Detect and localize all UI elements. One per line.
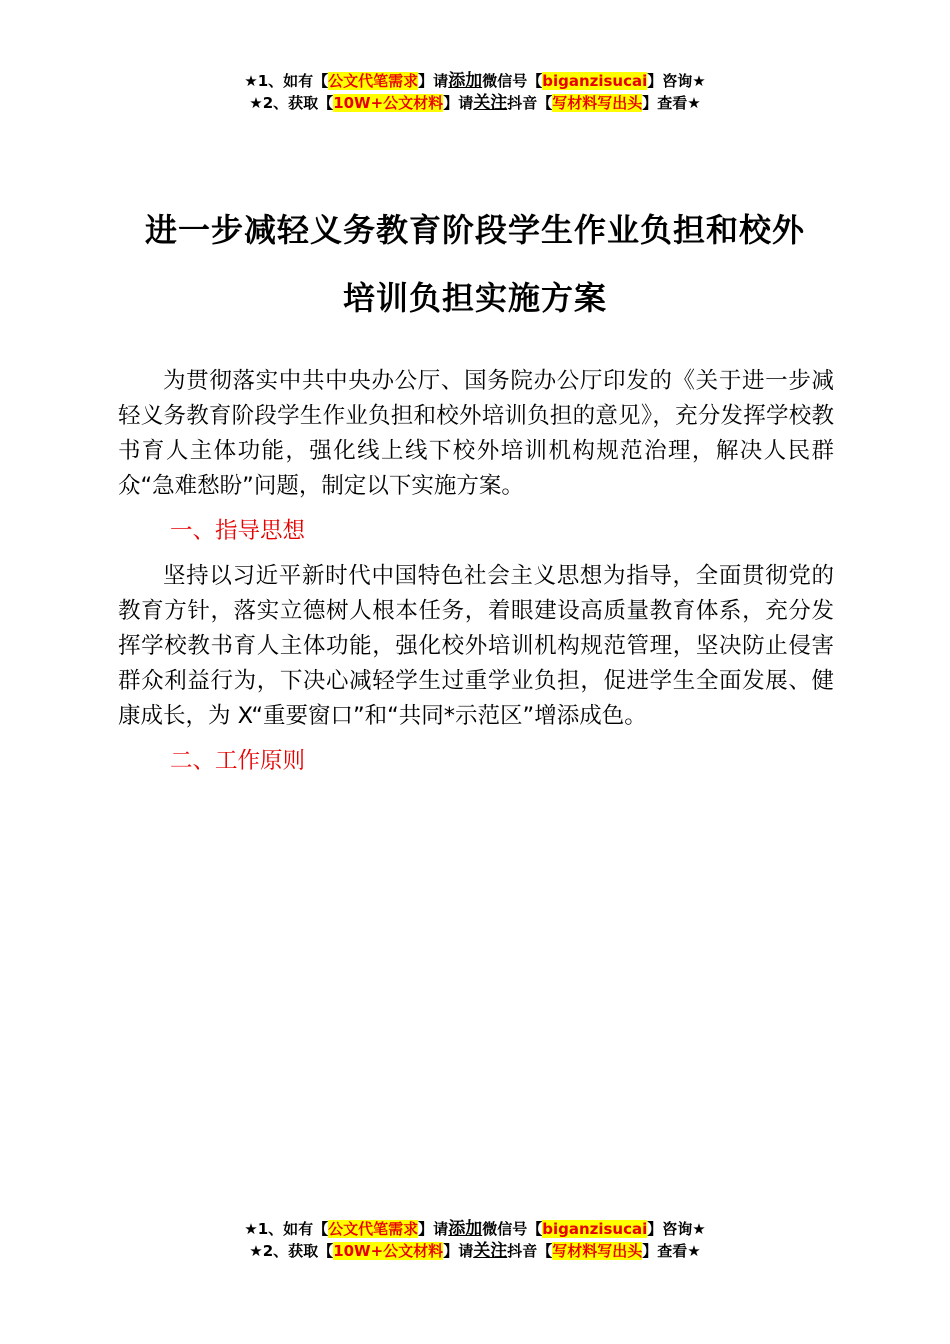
title-line-2: 培训负担实施方案 <box>342 279 607 317</box>
promo-line-2 <box>0 1240 950 1262</box>
promo-text: 抖音【 <box>507 94 553 112</box>
spacer <box>118 504 834 514</box>
promo-underline: 添加 <box>448 71 483 91</box>
promo-text: ★1、如有【 <box>244 1220 329 1238</box>
spacer <box>118 734 834 744</box>
promo-highlight: biganzisucai <box>542 1220 648 1238</box>
promo-underline: 关注 <box>473 1241 508 1261</box>
promo-highlight: 写材料写出头 <box>552 94 643 112</box>
promo-text: ★2、获取【 <box>249 1242 334 1260</box>
promo-underline: 关注 <box>473 93 508 113</box>
promo-text: 微信号【 <box>482 1220 543 1238</box>
section-1-paragraph: 坚持以习近平新时代中国特色社会主义思想为指导，全面贯彻党的教育方针，落实立德树人根本任务，着眼建设高质量教育体系，充分发挥学校教书育人主体功能，强化校外培训机构规范管理，坚决防止侵害群众利益行为，下决心减轻学生过重学业负担，促进学生全面发展、健康成长，为 X“重要窗口”和“共同*示范区”增添成色。 <box>118 563 834 729</box>
promo-line-1 <box>0 1218 950 1240</box>
promo-line-1 <box>0 70 950 92</box>
promo-text: 】查看★ <box>642 94 701 112</box>
promo-text: 微信号【 <box>482 72 543 90</box>
promo-text: 】请 <box>418 1220 449 1238</box>
promo-highlight: 10W+公文材料 <box>333 94 444 112</box>
promo-banner-top <box>0 70 950 114</box>
promo-underline: 添加 <box>448 1219 483 1239</box>
section-heading-2: 二、工作原则 <box>170 748 306 774</box>
document-title <box>110 196 840 332</box>
intro-paragraph: 为贯彻落实中共中央办公厅、国务院办公厅印发的《关于进一步减轻义务教育阶段学生作业负担和校外培训负担的意见》，充分发挥学校教书育人主体功能，强化线上线下校外培训机构规范治理，解决人民群众“急难愁盼”问题，制定以下实施方案。 <box>118 368 834 499</box>
promo-text: 】咨询★ <box>647 1220 706 1238</box>
promo-highlight: biganzisucai <box>542 72 648 90</box>
promo-highlight: 公文代笔需求 <box>328 72 419 90</box>
promo-text: 】请 <box>418 72 449 90</box>
promo-text: ★2、获取【 <box>249 94 334 112</box>
promo-text: ★1、如有【 <box>244 72 329 90</box>
document-body <box>118 364 834 779</box>
promo-text: 】请 <box>443 1242 474 1260</box>
promo-highlight: 公文代笔需求 <box>328 1220 419 1238</box>
spacer <box>118 549 834 559</box>
promo-banner-bottom <box>0 1218 950 1262</box>
promo-text: 】查看★ <box>642 1242 701 1260</box>
section-heading-1: 一、指导思想 <box>170 518 306 544</box>
promo-text: 】咨询★ <box>647 72 706 90</box>
promo-highlight: 写材料写出头 <box>552 1242 643 1260</box>
title-line-1: 进一步减轻义务教育阶段学生作业负担和校外 <box>144 211 805 249</box>
promo-text: 】请 <box>443 94 474 112</box>
promo-text: 抖音【 <box>507 1242 553 1260</box>
promo-line-2 <box>0 92 950 114</box>
promo-highlight: 10W+公文材料 <box>333 1242 444 1260</box>
